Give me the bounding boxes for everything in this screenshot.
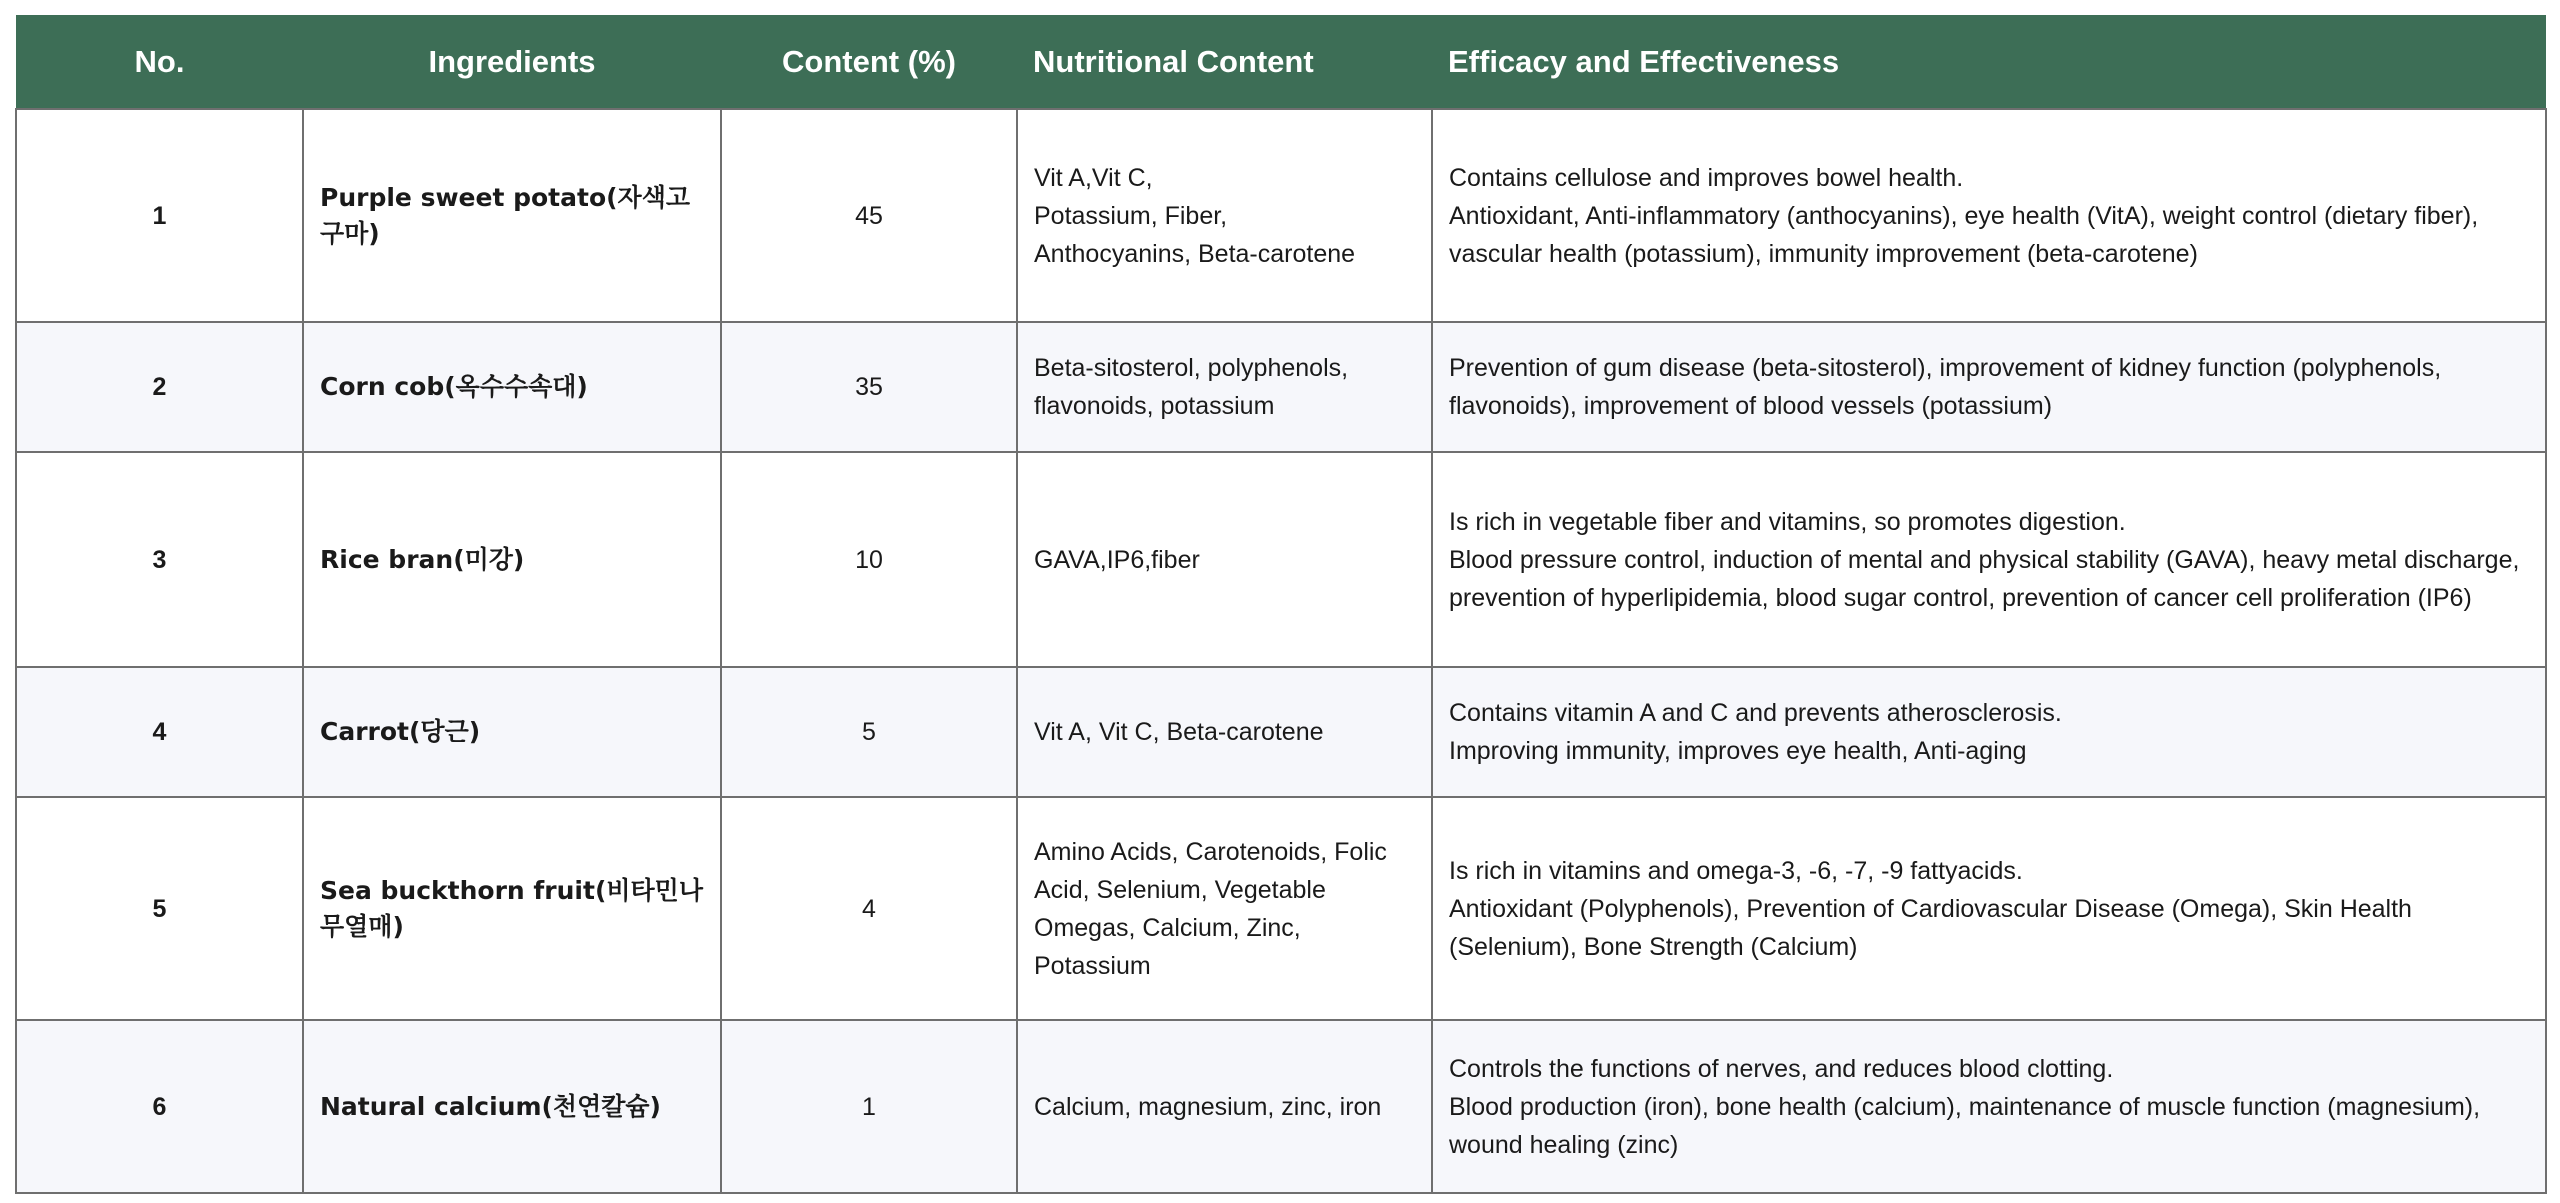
cell-efficacy [1432, 109, 2546, 322]
cell-efficacy [1432, 322, 2546, 452]
table-row [16, 452, 2546, 667]
cell-nutritional [1017, 1020, 1432, 1193]
cell-no: 2 [16, 322, 303, 452]
header-row [16, 15, 2546, 109]
cell-no: 6 [16, 1020, 303, 1193]
nutritional-line: Vit A, Vit C, Beta-carotene [1034, 718, 1324, 746]
efficacy-line: Blood production (iron), bone health (calcium), maintenance of muscle function (magnesium), wound healing (zinc) [1449, 1092, 2481, 1159]
header-no: No. [16, 15, 303, 109]
cell-nutritional [1017, 667, 1432, 797]
table-row [16, 667, 2546, 797]
cell-nutritional [1017, 797, 1432, 1020]
table-row [16, 322, 2546, 452]
cell-content: 5 [721, 667, 1017, 797]
cell-content: 4 [721, 797, 1017, 1020]
efficacy-line: Antioxidant, Anti-inflammatory (anthocyanins), eye health (VitA), weight control (dietary fiber), vascular health (potassium), immunity improvement (beta-carotene) [1449, 201, 2479, 268]
cell-no: 5 [16, 797, 303, 1020]
cell-ingredient: Purple sweet potato(자색고구마) [303, 109, 721, 322]
efficacy-line: Is rich in vegetable fiber and vitamins, so promotes digestion. [1449, 507, 2126, 536]
nutritional-line: Vit A,Vit C, [1034, 163, 1153, 192]
table-row [16, 1020, 2546, 1193]
cell-ingredient: Corn cob(옥수수속대) [303, 322, 721, 452]
nutritional-line: GAVA,IP6,fiber [1034, 545, 1200, 574]
cell-no: 4 [16, 667, 303, 797]
cell-ingredient: Sea buckthorn fruit(비타민나무열매) [303, 797, 721, 1020]
cell-ingredient: Rice bran(미강) [303, 452, 721, 667]
table-body [16, 109, 2546, 1193]
cell-content: 35 [721, 322, 1017, 452]
cell-ingredient: Carrot(당근) [303, 667, 721, 797]
cell-efficacy [1432, 1020, 2546, 1193]
header-ingredients: Ingredients [303, 15, 721, 109]
cell-content: 10 [721, 452, 1017, 667]
table-row [16, 797, 2546, 1020]
efficacy-line: Antioxidant (Polyphenols), Prevention of Cardiovascular Disease (Omega), Skin Health (Selenium), Bone Strength (Calcium) [1449, 894, 2412, 961]
nutritional-line: Beta-sitosterol, polyphenols, flavonoids, potassium [1034, 354, 1349, 420]
efficacy-line: Is rich in vitamins and omega-3, -6, -7, -9 fattyacids. [1449, 856, 2023, 885]
header-efficacy: Efficacy and Effectiveness [1432, 15, 2546, 109]
cell-efficacy [1432, 452, 2546, 667]
cell-nutritional [1017, 109, 1432, 322]
efficacy-line: Prevention of gum disease (beta-sitosterol), improvement of kidney function (polyphenols, flavonoids), improvement of blood vessels (potassium) [1449, 354, 2442, 420]
header-nutritional-content: Nutritional Content [1017, 15, 1432, 109]
cell-efficacy [1432, 797, 2546, 1020]
ingredients-table [15, 15, 2547, 1194]
table-header [16, 15, 2546, 109]
cell-nutritional [1017, 452, 1432, 667]
cell-nutritional [1017, 322, 1432, 452]
header-content: Content (%) [721, 15, 1017, 109]
table-row [16, 109, 2546, 322]
ingredients-table-container [15, 15, 2545, 1194]
efficacy-line: Controls the functions of nerves, and reduces blood clotting. [1449, 1054, 2114, 1083]
cell-no: 3 [16, 452, 303, 667]
efficacy-line: Blood pressure control, induction of mental and physical stability (GAVA), heavy metal discharge, prevention of hyperlipidemia, blood sugar control, prevention of cancer cell proliferation (IP6) [1449, 545, 2520, 612]
efficacy-line: Improving immunity, improves eye health, Anti-aging [1449, 737, 2027, 765]
nutritional-line: Potassium, Fiber, [1034, 201, 1228, 230]
cell-content: 45 [721, 109, 1017, 322]
efficacy-line: Contains vitamin A and C and prevents atherosclerosis. [1449, 699, 2062, 727]
nutritional-line: Anthocyanins, Beta-carotene [1034, 239, 1356, 268]
cell-efficacy [1432, 667, 2546, 797]
cell-content: 1 [721, 1020, 1017, 1193]
nutritional-line: Amino Acids, Carotenoids, Folic Acid, Selenium, Vegetable Omegas, Calcium, Zinc, Potassium [1034, 837, 1387, 980]
efficacy-line: Contains cellulose and improves bowel health. [1449, 163, 1964, 192]
cell-ingredient: Natural calcium(천연칼슘) [303, 1020, 721, 1193]
nutritional-line: Calcium, magnesium, zinc, iron [1034, 1092, 1382, 1121]
cell-no: 1 [16, 109, 303, 322]
